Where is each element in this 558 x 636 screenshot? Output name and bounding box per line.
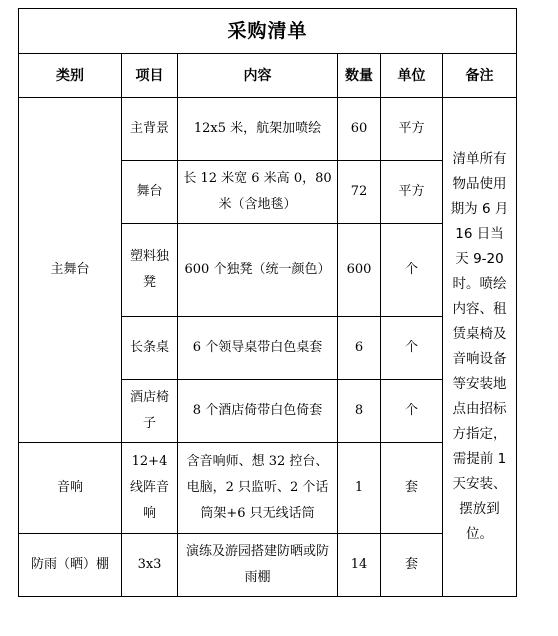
row-qty: 1	[338, 443, 381, 534]
header-item: 项目	[122, 54, 178, 98]
row-item: 主背景	[122, 98, 178, 161]
row-content: 含音响师、想 32 控台、电脑，2 只监听、2 个话筒架+6 只无线话筒	[178, 443, 338, 534]
row-qty: 8	[338, 380, 381, 443]
row-content: 6 个领导桌带白色桌套	[178, 317, 338, 380]
row-qty: 600	[338, 224, 381, 317]
row-content: 8 个酒店倚带白色倚套	[178, 380, 338, 443]
row-unit: 平方	[381, 161, 443, 224]
category-audio: 音响	[19, 443, 122, 534]
row-qty: 14	[338, 534, 381, 597]
row-item: 长条桌	[122, 317, 178, 380]
row-unit: 个	[381, 380, 443, 443]
row-item: 3x3	[122, 534, 178, 597]
row-item: 舞台	[122, 161, 178, 224]
row-content: 12x5 米，航架加喷绘	[178, 98, 338, 161]
header-unit: 单位	[381, 54, 443, 98]
procurement-table	[18, 8, 517, 597]
row-item: 塑料独凳	[122, 224, 178, 317]
table-row	[19, 443, 517, 534]
header-row	[19, 54, 517, 98]
row-content: 600 个独凳（统一颜色）	[178, 224, 338, 317]
row-qty: 60	[338, 98, 381, 161]
row-content: 长 12 米宽 6 米高 0，80 米（含地毯）	[178, 161, 338, 224]
header-note: 备注	[443, 54, 517, 98]
row-unit: 个	[381, 224, 443, 317]
header-category: 类别	[19, 54, 122, 98]
table-row	[19, 98, 517, 161]
row-qty: 72	[338, 161, 381, 224]
header-qty: 数量	[338, 54, 381, 98]
note-cell: 清单所有物品使用期为 6 月 16 日当天 9-20 时。喷绘内容、租赁桌椅及音响设备等安装地点由招标方指定，需提前 1 天安装、摆放到位。	[443, 98, 517, 597]
row-item: 酒店椅子	[122, 380, 178, 443]
category-main-stage: 主舞台	[19, 98, 122, 443]
category-shed: 防雨（晒）棚	[19, 534, 122, 597]
row-item: 12+4 线阵音响	[122, 443, 178, 534]
procurement-sheet	[18, 8, 516, 628]
row-unit: 个	[381, 317, 443, 380]
table-title: 采购清单	[19, 9, 517, 54]
row-qty: 6	[338, 317, 381, 380]
row-unit: 套	[381, 443, 443, 534]
table-row	[19, 534, 517, 597]
row-unit: 平方	[381, 98, 443, 161]
header-content: 内容	[178, 54, 338, 98]
row-content: 演练及游园搭建防晒或防雨棚	[178, 534, 338, 597]
row-unit: 套	[381, 534, 443, 597]
